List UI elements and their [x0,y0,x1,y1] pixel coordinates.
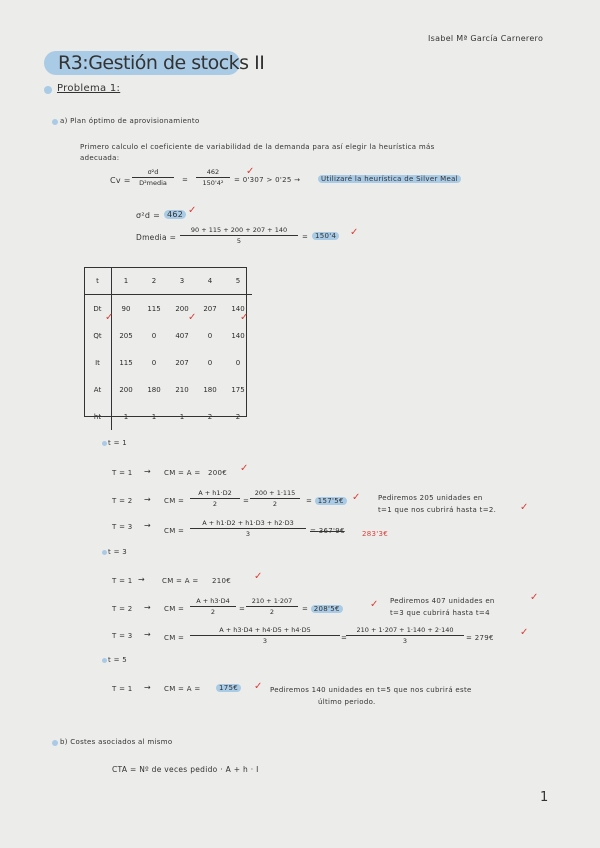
t1-row3-value: = 367'9€ [310,527,345,535]
check-mark: ✓ [370,599,379,610]
t5-note-1: Pediremos 140 unidades en t=5 que nos cubrirá este [270,686,472,694]
table-cell: 200 [119,385,133,394]
row-label: At [84,376,112,403]
t1-note-1: Pediremos 205 unidades en [378,494,483,502]
cv-conclusion: Utilizaré la heurística de Silver Meal [318,175,461,183]
t3-note-2: t=3 que cubrirá hasta t=4 [390,609,490,617]
section-b-label: b) Costes asociados al mismo [60,738,173,746]
check-mark: ✓ [254,681,263,692]
table-cell: 1 [123,412,129,421]
fraction-num: 210 + 1·207 [246,597,298,607]
cv-num-1: σ²d [132,168,174,178]
t3-row2-fraction-2 [246,597,298,616]
table-cell: 0 [207,358,213,367]
table-cell: 1 [151,412,157,421]
section-a-label: a) Plan óptimo de aprovisionamiento [60,117,200,125]
t5-row-lhs: CM = A = [164,685,201,693]
t3-row3-eq: = [341,634,348,642]
arrow-right-icon: → [144,630,152,639]
fraction-den: 2 [269,608,275,616]
sigma-lhs: σ²d = [136,211,161,220]
t3-row2-T: T = 2 [112,605,133,613]
table-cell: 0 [235,358,241,367]
t1-row1-T: T = 1 [112,469,133,477]
t1-row3-correction: 283'3€ [362,530,388,538]
table-cell: 0 [151,358,157,367]
table-row [84,403,252,430]
check-mark: ✓ [105,312,114,323]
dmedia-lhs: Dmedia = [136,233,177,242]
t1-row3-lhs: CM = [164,527,185,535]
t3-row1-T: T = 1 [112,577,133,585]
problem-title: Problema 1: [57,83,121,94]
arrow-right-icon: → [144,495,152,504]
intro-line-2: adecuada: [80,154,120,162]
cv-result: = 0'307 > 0'25 → [234,176,301,184]
dmedia-den: 5 [236,237,242,245]
check-mark: ✓ [188,205,197,216]
plan-table [84,267,252,430]
t3-row1-value: 210€ [212,577,232,585]
fraction-num: A + h3·D4 + h4·D5 + h4·D5 [190,626,340,636]
dmedia-num: 90 + 115 + 200 + 207 + 140 [180,226,298,236]
fraction-num: A + h3·D4 [190,597,236,607]
t3-row2-eq: = [239,605,246,613]
check-mark: ✓ [520,502,529,513]
t5-label: t = 5 [108,656,128,664]
fraction-den: 3 [402,637,408,645]
bullet-dot [44,86,52,94]
row-label: ht [84,403,112,430]
table-cell: 180 [147,385,161,394]
t3-row2-fraction [190,597,236,616]
fraction-den: 3 [262,637,268,645]
t1-row1-value: 200€ [208,469,228,477]
dmedia-value: 150'4 [312,232,339,240]
table-row [84,349,252,376]
t5-row-T: T = 1 [112,685,133,693]
check-mark: ✓ [254,571,263,582]
row-label: It [84,349,112,376]
t1-row2-fraction [190,489,240,508]
page-number: 1 [540,790,549,805]
table-header-cell: 3 [168,267,196,295]
t3-row3-fraction [190,626,340,645]
table-header-cell: 5 [224,267,252,295]
fraction-num: 200 + 1·115 [250,489,300,499]
t1-label: t = 1 [108,439,128,447]
arrow-right-icon: → [144,603,152,612]
table-header-cell: t [84,267,112,295]
t3-note-1: Pediremos 407 unidades en [390,597,495,605]
table-header-cell: 1 [112,267,141,295]
bullet-dot [52,119,58,125]
check-mark: ✓ [240,312,249,323]
t3-row3-lhs: CM = [164,634,185,642]
table-cell: 115 [119,358,133,367]
table-header-cell: 4 [196,267,224,295]
intro-line-1: Primero calculo el coeficiente de variabilidad de la demanda para así elegir la heurística más [80,143,435,151]
t1-row2-eq: = [243,497,250,505]
fraction-den: 2 [210,608,216,616]
check-mark: ✓ [352,492,361,503]
t3-row3-value: = 279€ [466,634,494,642]
fraction-num: A + h1·D2 [190,489,240,499]
t5-row-value: 175€ [216,684,241,692]
table-cell: 175 [231,385,245,394]
fraction-den: 3 [245,530,251,538]
cta-formula: CTA = Nº de veces pedido · A + h · I [112,765,259,774]
page-title: R3:Gestión de stocks II [58,52,265,74]
table-cell: 2 [235,412,241,421]
table-cell: 0 [151,331,157,340]
t5-note-2: último periodo. [318,698,376,706]
check-mark: ✓ [246,166,255,177]
cv-lhs: Cv = [110,176,131,185]
t3-row3-T: T = 3 [112,632,133,640]
row-label: Dt [84,295,112,323]
arrow-right-icon: → [144,683,152,692]
table-cell: 140 [231,304,245,313]
check-mark: ✓ [188,312,197,323]
author-name: Isabel Mª García Carnerero [428,34,544,43]
cv-fraction-1 [132,168,174,187]
t3-row2-value: = 208'5€ [302,605,343,613]
fraction-num: 210 + 1·207 + 1·140 + 2·140 [346,626,464,636]
arrow-right-icon: → [144,521,152,530]
table-header-row [84,267,252,295]
t3-row1-lhs: CM = A = [162,577,199,585]
fraction-den: 2 [272,500,278,508]
cv-eq: = [182,176,189,184]
table-cell: 90 [121,304,131,313]
t3-label: t = 3 [108,548,128,556]
table-row [84,376,252,403]
t1-row2-lhs: CM = [164,497,185,505]
arrow-right-icon: → [138,575,146,584]
fraction-den: 2 [212,500,218,508]
t1-row3-fraction [190,519,306,538]
cv-den-1: D²media [139,179,167,187]
table-cell: 200 [175,304,189,313]
dmedia-fraction [180,226,298,245]
bullet-dot [52,740,58,746]
t1-note-2: t=1 que nos cubrirá hasta t=2. [378,506,497,514]
bullet-dot [102,550,107,555]
t1-row2-fraction-2 [250,489,300,508]
fraction-num: A + h1·D2 + h1·D3 + h2·D3 [190,519,306,529]
row-label: Qt [84,322,112,349]
table-cell: 140 [231,331,245,340]
table-row [84,322,252,349]
table-cell: 207 [203,304,217,313]
check-mark: ✓ [350,227,359,238]
t3-row2-lhs: CM = [164,605,185,613]
table-cell: 207 [175,358,189,367]
table-cell: 2 [207,412,213,421]
table-cell: 205 [119,331,133,340]
dmedia-eq: = [302,233,309,241]
table-cell: 0 [207,331,213,340]
cv-den-2: 150'4² [202,179,224,187]
table-cell: 210 [175,385,189,394]
arrow-right-icon: → [144,467,152,476]
cv-num-2: 462 [196,168,230,178]
bullet-dot [102,658,107,663]
t1-row3-T: T = 3 [112,523,133,531]
table-cell: 1 [179,412,185,421]
table-cell: 115 [147,304,161,313]
t3-row3-fraction-2 [346,626,464,645]
check-mark: ✓ [530,592,539,603]
bullet-dot [102,441,107,446]
table-cell: 180 [203,385,217,394]
t1-row2-T: T = 2 [112,497,133,505]
table-cell: 407 [175,331,189,340]
t1-row1-lhs: CM = A = [164,469,201,477]
sigma-value: 462 [164,210,186,219]
cv-fraction-2 [196,168,230,187]
check-mark: ✓ [240,463,249,474]
table-header-cell: 2 [140,267,168,295]
check-mark: ✓ [520,627,529,638]
t1-row2-value: = 157'5€ [306,497,347,505]
